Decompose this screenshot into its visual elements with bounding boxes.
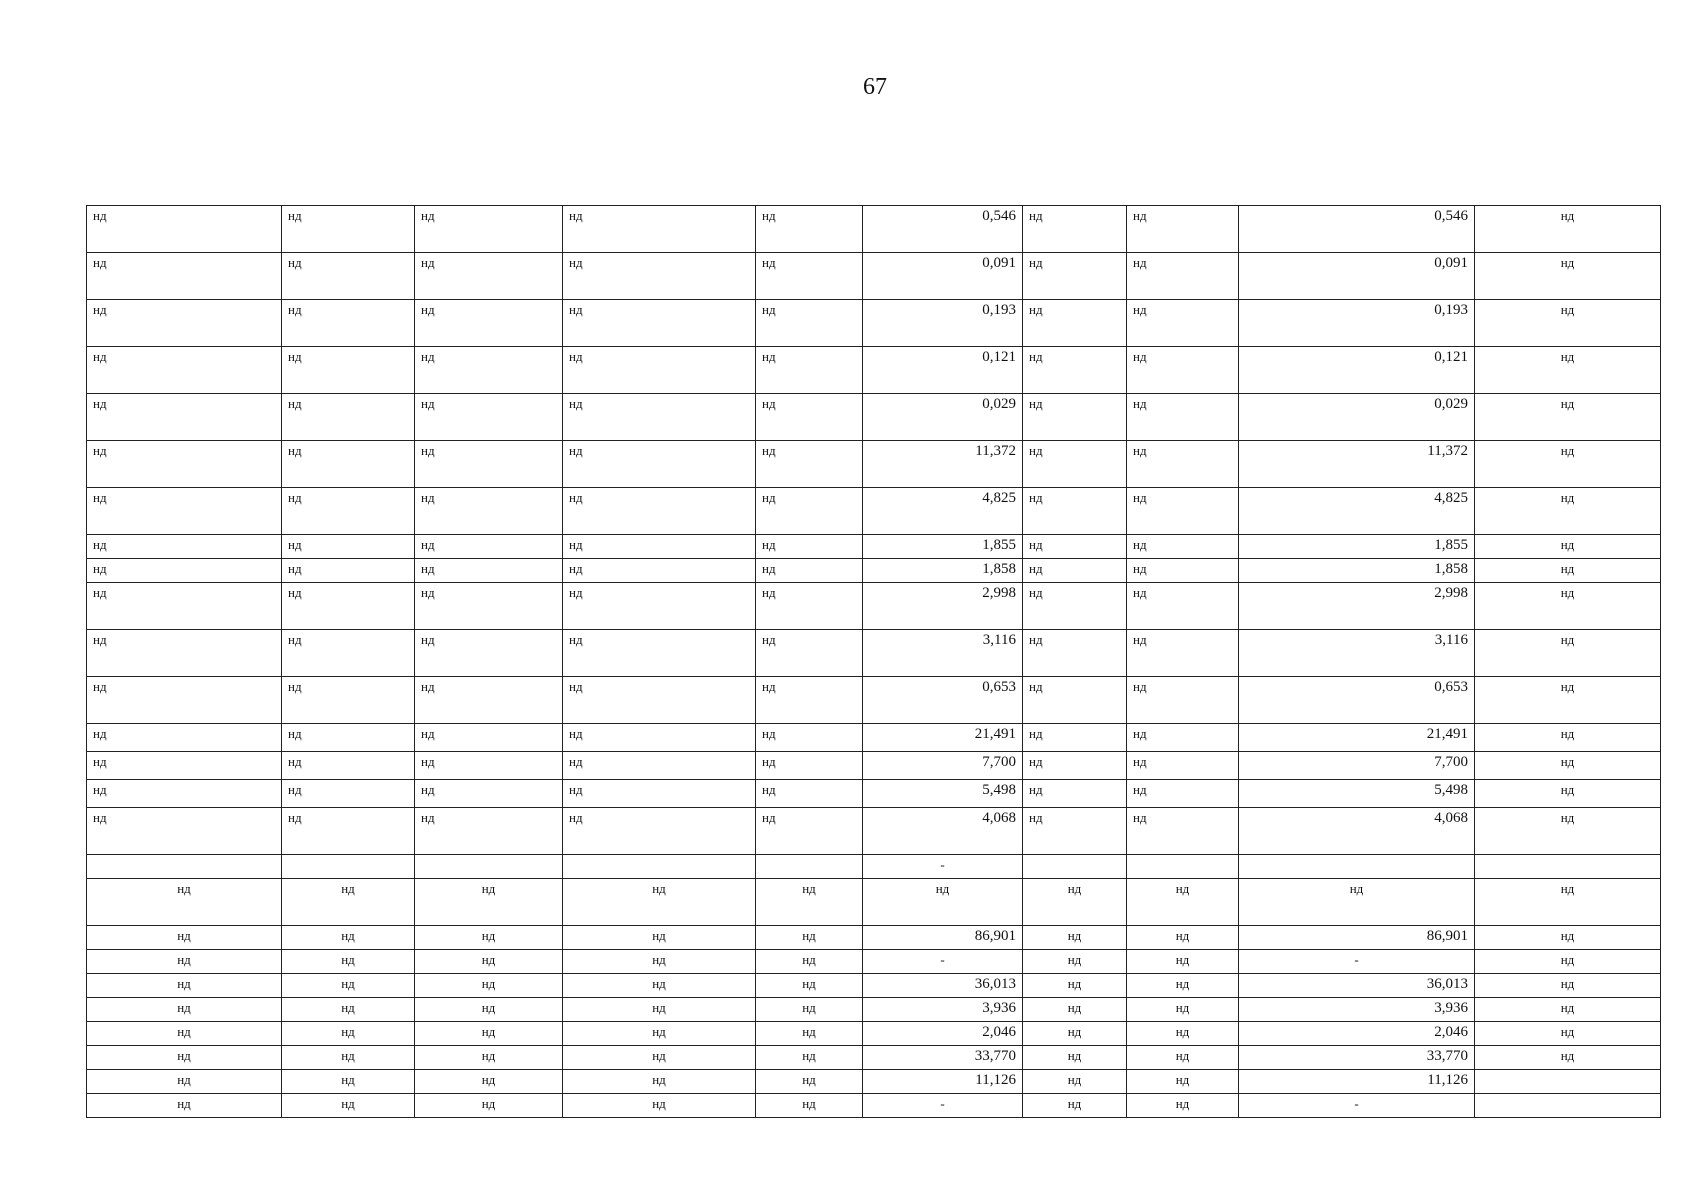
table-cell: нд: [282, 974, 415, 998]
table-cell: нд: [415, 1022, 563, 1046]
table-cell: нд: [1475, 300, 1661, 347]
table-cell: нд: [1127, 1046, 1239, 1070]
table-cell: нд: [1475, 559, 1661, 583]
table-cell: [1475, 1070, 1661, 1094]
table-cell: 11,372: [863, 441, 1023, 488]
table-cell: нд: [87, 488, 282, 535]
table-cell: нд: [87, 559, 282, 583]
table-cell: 0,029: [1239, 394, 1475, 441]
table-cell: 1,855: [863, 535, 1023, 559]
table-cell: нд: [87, 347, 282, 394]
table-cell: нд: [1127, 926, 1239, 950]
table-cell: нд: [87, 926, 282, 950]
table-cell: 2,046: [863, 1022, 1023, 1046]
table-row: [87, 300, 1661, 347]
table-cell: 36,013: [863, 974, 1023, 998]
table-cell: 36,013: [1239, 974, 1475, 998]
table-cell: нд: [282, 879, 415, 926]
table-cell: 3,116: [1239, 630, 1475, 677]
table-cell: 7,700: [863, 752, 1023, 780]
table-cell: 1,858: [863, 559, 1023, 583]
table-cell: нд: [1475, 808, 1661, 855]
table-cell: нд: [1475, 724, 1661, 752]
table-cell: нд: [1475, 1046, 1661, 1070]
table-cell: нд: [1475, 347, 1661, 394]
table-cell: нд: [282, 998, 415, 1022]
table-cell: нд: [1127, 950, 1239, 974]
table-cell: 0,091: [863, 253, 1023, 300]
table-row: [87, 879, 1661, 926]
table-cell: нд: [563, 488, 756, 535]
table-cell: нд: [415, 879, 563, 926]
table-row: [87, 724, 1661, 752]
table-cell: нд: [563, 630, 756, 677]
table-cell: нд: [282, 724, 415, 752]
table-cell: нд: [563, 583, 756, 630]
table-row: [87, 926, 1661, 950]
table-cell: нд: [415, 253, 563, 300]
table-cell: нд: [87, 1022, 282, 1046]
table-cell: нд: [415, 559, 563, 583]
table-cell: нд: [756, 488, 863, 535]
table-cell: нд: [87, 808, 282, 855]
table-cell: 4,068: [863, 808, 1023, 855]
table-row: [87, 677, 1661, 724]
table-cell: нд: [1023, 535, 1127, 559]
table-cell: нд: [87, 206, 282, 253]
table-cell: нд: [1475, 441, 1661, 488]
table-cell: нд: [282, 752, 415, 780]
table-cell: нд: [563, 441, 756, 488]
table-cell: нд: [87, 1046, 282, 1070]
table-row: [87, 347, 1661, 394]
table-cell: 86,901: [1239, 926, 1475, 950]
table-cell: нд: [563, 724, 756, 752]
table-row: [87, 1094, 1661, 1118]
table-cell: нд: [756, 253, 863, 300]
table-cell: нд: [756, 808, 863, 855]
table-cell: нд: [1023, 488, 1127, 535]
table-cell: нд: [756, 300, 863, 347]
table-cell: [1239, 855, 1475, 879]
table-cell: нд: [415, 724, 563, 752]
table-cell: нд: [415, 808, 563, 855]
table-cell: нд: [1023, 583, 1127, 630]
table-cell: нд: [563, 253, 756, 300]
table-cell: нд: [415, 974, 563, 998]
table-cell: нд: [1475, 974, 1661, 998]
table-cell: нд: [87, 535, 282, 559]
table-cell: нд: [282, 1070, 415, 1094]
table-cell: [1475, 1094, 1661, 1118]
table-cell: нд: [756, 879, 863, 926]
table-cell: 3,936: [1239, 998, 1475, 1022]
table-cell: нд: [282, 780, 415, 808]
table-cell: нд: [415, 347, 563, 394]
table-cell: нд: [863, 879, 1023, 926]
page-number: 67: [863, 74, 887, 100]
table-cell: нд: [756, 780, 863, 808]
table-cell: нд: [415, 1046, 563, 1070]
table-cell: нд: [415, 441, 563, 488]
table-cell: нд: [87, 780, 282, 808]
table-cell: нд: [756, 441, 863, 488]
table-cell: 0,121: [1239, 347, 1475, 394]
table-cell: нд: [282, 206, 415, 253]
table-cell: нд: [756, 724, 863, 752]
table-row: [87, 535, 1661, 559]
table-cell: нд: [1475, 583, 1661, 630]
table-row: [87, 441, 1661, 488]
table-cell: нд: [563, 780, 756, 808]
table-cell: нд: [282, 583, 415, 630]
table-cell: [1023, 855, 1127, 879]
table-cell: нд: [563, 1070, 756, 1094]
table-cell: нд: [415, 677, 563, 724]
table-cell: нд: [1127, 879, 1239, 926]
table-cell: нд: [563, 300, 756, 347]
table-cell: [1127, 855, 1239, 879]
table-row: [87, 583, 1661, 630]
table-cell: 0,121: [863, 347, 1023, 394]
table-cell: нд: [1127, 724, 1239, 752]
table-cell: 4,825: [1239, 488, 1475, 535]
table-cell: нд: [1127, 1022, 1239, 1046]
table-cell: нд: [563, 1022, 756, 1046]
table-cell: нд: [756, 394, 863, 441]
table-row: [87, 488, 1661, 535]
table-cell: нд: [563, 394, 756, 441]
table-cell: [1475, 855, 1661, 879]
table-cell: 33,770: [1239, 1046, 1475, 1070]
table-row: [87, 253, 1661, 300]
table-cell: нд: [415, 535, 563, 559]
table-cell: 0,091: [1239, 253, 1475, 300]
table-cell: [756, 855, 863, 879]
table-cell: нд: [1023, 808, 1127, 855]
table-cell: 11,126: [1239, 1070, 1475, 1094]
table-cell: нд: [282, 559, 415, 583]
table-cell: нд: [1127, 300, 1239, 347]
table-cell: 0,193: [863, 300, 1023, 347]
table-cell: нд: [1475, 926, 1661, 950]
table-cell: нд: [282, 677, 415, 724]
table-cell: нд: [1127, 488, 1239, 535]
table-cell: 0,653: [863, 677, 1023, 724]
table-cell: нд: [87, 441, 282, 488]
table-cell: нд: [415, 583, 563, 630]
table-row: [87, 855, 1661, 879]
table-cell: нд: [1127, 583, 1239, 630]
table-cell: нд: [1023, 630, 1127, 677]
table-cell: нд: [1023, 300, 1127, 347]
table-cell: нд: [1127, 206, 1239, 253]
table-cell: 4,825: [863, 488, 1023, 535]
table-cell: нд: [756, 1022, 863, 1046]
table-cell: нд: [756, 752, 863, 780]
table-cell: -: [863, 1094, 1023, 1118]
table-cell: нд: [756, 630, 863, 677]
table-row: [87, 559, 1661, 583]
table-cell: нд: [87, 394, 282, 441]
table-row: [87, 394, 1661, 441]
table-cell: [563, 855, 756, 879]
table-cell: нд: [563, 998, 756, 1022]
table-cell: нд: [756, 535, 863, 559]
table-row: [87, 808, 1661, 855]
table-cell: нд: [87, 1094, 282, 1118]
table-cell: нд: [1475, 206, 1661, 253]
table-cell: нд: [87, 253, 282, 300]
table-cell: [87, 855, 282, 879]
table-cell: нд: [282, 926, 415, 950]
table-cell: 33,770: [863, 1046, 1023, 1070]
table-cell: нд: [563, 535, 756, 559]
table-cell: нд: [1127, 1094, 1239, 1118]
table-cell: нд: [756, 583, 863, 630]
table-cell: нд: [415, 950, 563, 974]
table-cell: нд: [1023, 780, 1127, 808]
table-cell: нд: [87, 1070, 282, 1094]
table-cell: нд: [87, 677, 282, 724]
table-cell: нд: [1239, 879, 1475, 926]
table-cell: нд: [87, 998, 282, 1022]
table-cell: -: [1239, 950, 1475, 974]
table-row: [87, 998, 1661, 1022]
table-cell: нд: [87, 300, 282, 347]
table-cell: нд: [563, 559, 756, 583]
table-cell: нд: [415, 300, 563, 347]
table-cell: нд: [1127, 974, 1239, 998]
table-cell: нд: [282, 441, 415, 488]
table-cell: 0,029: [863, 394, 1023, 441]
table-cell: нд: [756, 559, 863, 583]
table-cell: нд: [415, 998, 563, 1022]
table-cell: нд: [1475, 879, 1661, 926]
table-cell: нд: [563, 950, 756, 974]
table-cell: нд: [282, 394, 415, 441]
table-cell: нд: [756, 347, 863, 394]
table-cell: нд: [415, 780, 563, 808]
table-cell: 1,858: [1239, 559, 1475, 583]
table-cell: 3,936: [863, 998, 1023, 1022]
table-cell: нд: [282, 1046, 415, 1070]
table-cell: -: [863, 950, 1023, 974]
table-cell: нд: [1023, 253, 1127, 300]
table-cell: 86,901: [863, 926, 1023, 950]
table-row: [87, 780, 1661, 808]
table-cell: нд: [1475, 677, 1661, 724]
table-cell: нд: [1023, 998, 1127, 1022]
table-cell: нд: [282, 253, 415, 300]
table-cell: нд: [1023, 1094, 1127, 1118]
table-cell: [282, 855, 415, 879]
table-cell: нд: [563, 677, 756, 724]
table-cell: нд: [756, 998, 863, 1022]
table-cell: нд: [1023, 974, 1127, 998]
table-cell: нд: [415, 206, 563, 253]
table-cell: нд: [1127, 535, 1239, 559]
table-cell: нд: [282, 300, 415, 347]
table-cell: нд: [563, 808, 756, 855]
table-cell: нд: [282, 1094, 415, 1118]
table-cell: нд: [1475, 780, 1661, 808]
table-cell: нд: [282, 488, 415, 535]
table-cell: нд: [563, 1094, 756, 1118]
table-cell: нд: [1127, 253, 1239, 300]
table-cell: нд: [1475, 752, 1661, 780]
table-cell: нд: [1475, 488, 1661, 535]
table-cell: нд: [1475, 630, 1661, 677]
table-cell: 7,700: [1239, 752, 1475, 780]
table-cell: 4,068: [1239, 808, 1475, 855]
table-cell: нд: [87, 950, 282, 974]
table-cell: нд: [1127, 998, 1239, 1022]
table-cell: 0,653: [1239, 677, 1475, 724]
table-cell: нд: [1475, 950, 1661, 974]
table-cell: нд: [1475, 535, 1661, 559]
table-cell: нд: [415, 394, 563, 441]
table-row: [87, 1070, 1661, 1094]
table-row: [87, 206, 1661, 253]
data-table: [86, 205, 1661, 1118]
table-row: [87, 1022, 1661, 1046]
table-cell: нд: [87, 724, 282, 752]
table-cell: нд: [1023, 724, 1127, 752]
table-cell: нд: [1127, 559, 1239, 583]
table-cell: нд: [282, 1022, 415, 1046]
table-body: [87, 206, 1661, 1118]
table-cell: нд: [756, 677, 863, 724]
table-cell: нд: [756, 1094, 863, 1118]
table-cell: нд: [1023, 441, 1127, 488]
table-cell: нд: [1023, 206, 1127, 253]
table-cell: нд: [1475, 998, 1661, 1022]
table-cell: нд: [1023, 1022, 1127, 1046]
table-cell: 21,491: [1239, 724, 1475, 752]
table-cell: 2,998: [1239, 583, 1475, 630]
table-cell: [415, 855, 563, 879]
table-cell: нд: [1023, 926, 1127, 950]
table-cell: нд: [1023, 752, 1127, 780]
table-cell: нд: [1127, 677, 1239, 724]
table-row: [87, 974, 1661, 998]
table-cell: нд: [756, 974, 863, 998]
table-cell: нд: [1127, 394, 1239, 441]
table-cell: нд: [87, 630, 282, 677]
table-cell: нд: [563, 879, 756, 926]
table-cell: нд: [756, 926, 863, 950]
table-cell: нд: [87, 974, 282, 998]
table-cell: нд: [415, 630, 563, 677]
table-cell: нд: [415, 1070, 563, 1094]
table-cell: нд: [563, 926, 756, 950]
table-cell: нд: [87, 879, 282, 926]
table-cell: нд: [1127, 780, 1239, 808]
table-row: [87, 752, 1661, 780]
table-cell: нд: [1127, 347, 1239, 394]
table-cell: нд: [756, 950, 863, 974]
table-cell: нд: [1023, 950, 1127, 974]
table-cell: -: [1239, 1094, 1475, 1118]
table-cell: 11,126: [863, 1070, 1023, 1094]
table-cell: нд: [1475, 253, 1661, 300]
table-cell: нд: [415, 926, 563, 950]
table-cell: нд: [282, 808, 415, 855]
table-row: [87, 950, 1661, 974]
table-row: [87, 1046, 1661, 1070]
table-cell: 0,546: [863, 206, 1023, 253]
table-cell: 11,372: [1239, 441, 1475, 488]
table-cell: -: [863, 855, 1023, 879]
table-cell: нд: [1127, 630, 1239, 677]
table-cell: нд: [415, 752, 563, 780]
table-row: [87, 630, 1661, 677]
table-cell: нд: [563, 752, 756, 780]
table-cell: нд: [1475, 394, 1661, 441]
table-cell: нд: [282, 535, 415, 559]
table-cell: нд: [1127, 752, 1239, 780]
table-cell: нд: [1475, 1022, 1661, 1046]
table-cell: нд: [1023, 879, 1127, 926]
table-cell: нд: [1023, 1046, 1127, 1070]
table-cell: нд: [1127, 1070, 1239, 1094]
table-cell: нд: [415, 1094, 563, 1118]
table-cell: нд: [1127, 808, 1239, 855]
table-cell: нд: [87, 583, 282, 630]
table-cell: нд: [1127, 441, 1239, 488]
table-cell: нд: [282, 950, 415, 974]
table-cell: нд: [563, 974, 756, 998]
table-cell: нд: [756, 1070, 863, 1094]
table-cell: нд: [282, 630, 415, 677]
table-cell: 5,498: [1239, 780, 1475, 808]
table-cell: 0,193: [1239, 300, 1475, 347]
table-cell: нд: [1023, 559, 1127, 583]
table-cell: 21,491: [863, 724, 1023, 752]
table-cell: нд: [415, 488, 563, 535]
table-cell: нд: [1023, 1070, 1127, 1094]
table-cell: нд: [282, 347, 415, 394]
table-cell: нд: [563, 206, 756, 253]
table-cell: нд: [563, 347, 756, 394]
table-cell: 2,998: [863, 583, 1023, 630]
table-cell: нд: [1023, 394, 1127, 441]
table-cell: нд: [756, 206, 863, 253]
table-cell: 0,546: [1239, 206, 1475, 253]
table-cell: нд: [1023, 347, 1127, 394]
table-cell: 2,046: [1239, 1022, 1475, 1046]
table-cell: 5,498: [863, 780, 1023, 808]
table-cell: 3,116: [863, 630, 1023, 677]
table-cell: нд: [1023, 677, 1127, 724]
table-cell: нд: [563, 1046, 756, 1070]
table-cell: 1,855: [1239, 535, 1475, 559]
table-cell: нд: [87, 752, 282, 780]
table-cell: нд: [756, 1046, 863, 1070]
